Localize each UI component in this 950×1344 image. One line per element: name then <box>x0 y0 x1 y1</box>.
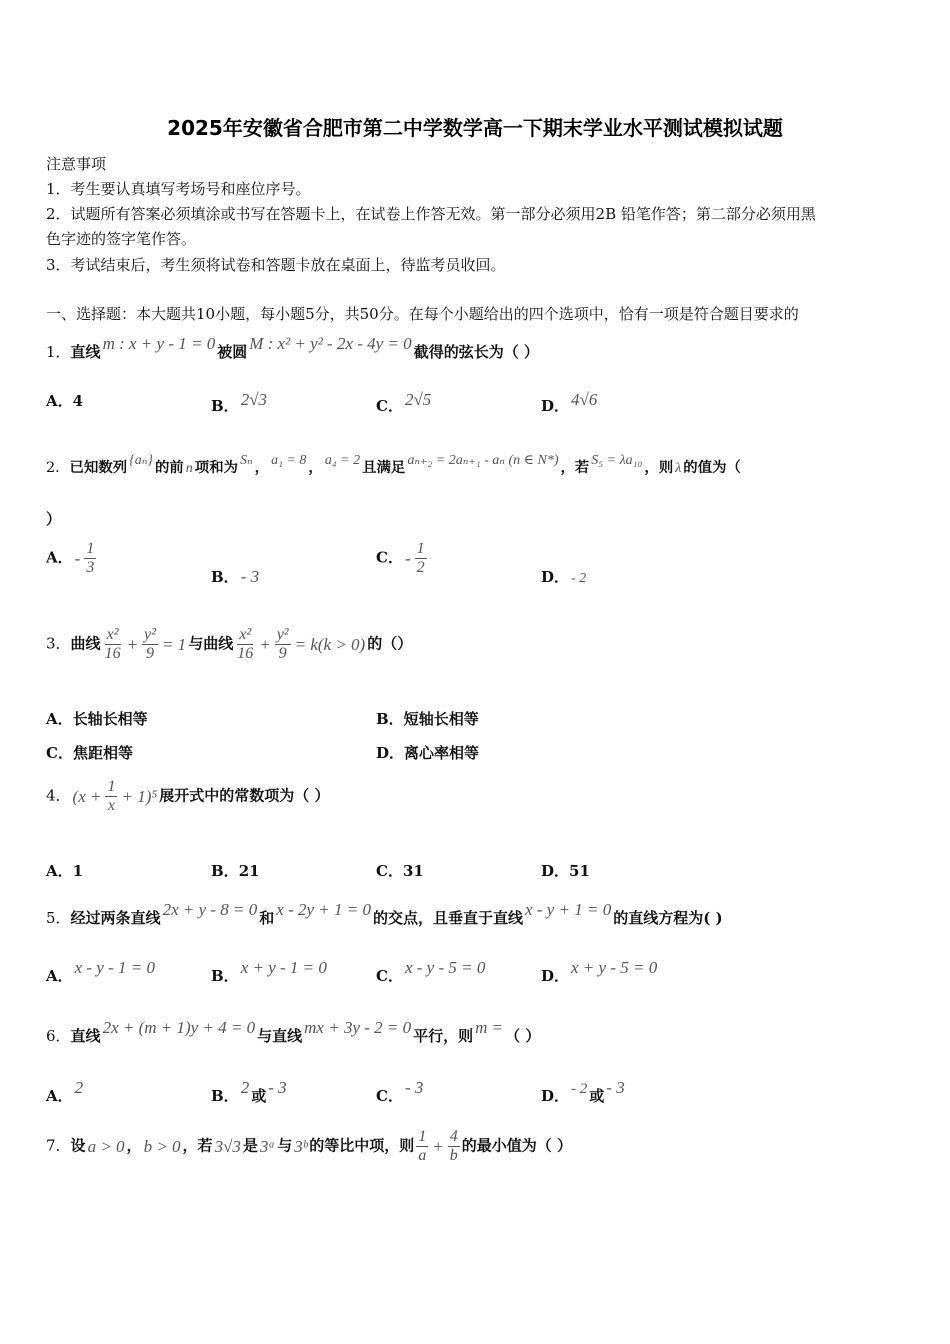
q7-text: 的最小值为（ ） <box>461 1136 573 1155</box>
option-label: B． <box>211 1087 239 1105</box>
option-label: C． <box>376 397 403 415</box>
question-7 <box>46 1128 572 1165</box>
question-4 <box>46 778 330 815</box>
q4-expr: + 1)⁵ <box>121 786 158 806</box>
notice-item-3: 3．考试结束后，考生须将试卷和答题卡放在桌面上，待监考员收回。 <box>46 256 506 274</box>
notice-item-1: 1．考生要认真填写考场号和座位序号。 <box>46 180 311 198</box>
option-value: 2√5 <box>404 390 432 409</box>
plus-sign: + <box>259 634 271 654</box>
notice-item-2: 2．试题所有答案必须填涂或书写在答题卡上，在试卷上作答无效。第一部分必须用2B 铅笔作答；第二部分必须用黑 <box>46 205 816 223</box>
option-label: B． <box>211 397 239 415</box>
option-value: x - y - 1 = 0 <box>74 958 156 977</box>
option-value: - 3 <box>268 1078 287 1097</box>
question-number: 4． <box>46 786 71 805</box>
question-5 <box>46 900 723 928</box>
q2-recurrence: aₙ₊₂ = 2aₙ₊₁ - aₙ (n ∈ N*) <box>407 453 559 468</box>
fraction-denominator: 9 <box>278 645 287 662</box>
question-number: 6． <box>46 1027 71 1045</box>
option-value: 2 <box>74 1078 84 1097</box>
question-number: 7． <box>46 1136 71 1155</box>
notice-item-2-cont: 色字迹的签字笔作答。 <box>46 230 197 248</box>
q3-eq: = k(k > 0) <box>294 634 366 654</box>
q3-text: 与曲线 <box>188 634 234 653</box>
q1-text: 被圆 <box>217 343 248 361</box>
fraction-denominator: 2 <box>416 559 425 576</box>
option-value: 4√6 <box>571 390 598 409</box>
q2-text: 已知数列 <box>69 459 128 476</box>
q5-option-d[interactable] <box>541 958 659 986</box>
fraction-numerator: y² <box>276 626 289 643</box>
fraction <box>235 626 255 663</box>
q2-text: 的值为（ <box>683 459 741 476</box>
fraction-denominator: 9 <box>146 645 154 662</box>
option-label: B． <box>211 967 239 985</box>
option-value: 2 <box>240 1078 250 1097</box>
q3-option-b[interactable] <box>376 708 479 729</box>
option-label: D． <box>541 568 570 586</box>
fraction-denominator: 3 <box>86 559 95 576</box>
question-number: 1． <box>46 343 71 361</box>
q1-option-d[interactable] <box>541 390 599 416</box>
fraction <box>103 626 123 663</box>
option-value: 51 <box>569 862 590 880</box>
fraction-numerator: 4 <box>449 1128 458 1145</box>
option-sign: - <box>74 548 81 568</box>
q1-option-c[interactable] <box>376 390 433 416</box>
option-label: D． <box>541 967 570 985</box>
option-label: A． <box>46 862 73 880</box>
fraction <box>105 778 117 815</box>
q4-expr: (x + <box>72 786 102 806</box>
fraction-denominator: 16 <box>237 645 254 662</box>
q7-b: b > 0 <box>143 1136 181 1156</box>
fraction-numerator: 1 <box>416 540 425 557</box>
option-label: A． <box>46 392 73 410</box>
option-value: 1 <box>72 862 84 880</box>
q2-a4: a₄ = 2 <box>324 453 361 468</box>
fraction <box>416 1128 428 1165</box>
q1-text: 截得的弦长为（ ） <box>413 343 539 361</box>
option-or: 或 <box>589 1087 605 1105</box>
option-fraction <box>415 540 427 577</box>
q1-option-a[interactable] <box>46 390 83 411</box>
option-value: 短轴长相等 <box>403 710 479 728</box>
q5-option-c[interactable] <box>376 958 487 986</box>
option-label: D． <box>541 862 570 880</box>
plus-sign: + <box>126 634 139 654</box>
q5-text: 的交点，且垂直于直线 <box>372 909 523 927</box>
option-value: 长轴长相等 <box>72 710 148 728</box>
page-title: 2025年安徽省合肥市第二中学数学高一下期末学业水平测试模拟试题 <box>167 116 783 140</box>
option-value: x + y - 5 = 0 <box>571 958 658 977</box>
q3-option-c[interactable] <box>46 742 133 763</box>
q2-sep: ， <box>308 459 323 476</box>
fraction-denominator: x <box>107 797 116 814</box>
option-value: x - y - 5 = 0 <box>404 958 486 977</box>
q5-line3: x - y + 1 = 0 <box>525 900 612 919</box>
option-label: D． <box>541 397 570 415</box>
fraction <box>448 1128 460 1165</box>
q5-option-a[interactable] <box>46 958 157 986</box>
q6-option-d[interactable] <box>541 1078 627 1106</box>
q1-text: 直线 <box>70 343 101 361</box>
q1-line-eq: m : x + y - 1 = 0 <box>102 334 216 353</box>
option-value: - 3 <box>240 567 260 586</box>
question-1 <box>46 334 539 362</box>
option-label: D． <box>541 1087 570 1105</box>
q4-option-c[interactable] <box>376 860 424 881</box>
q6-line2: mx + 3y - 2 = 0 <box>304 1018 412 1037</box>
q7-text: 与 <box>277 1136 293 1155</box>
fraction-numerator: 1 <box>107 778 116 795</box>
fraction-numerator: x² <box>106 626 119 643</box>
q6-option-a[interactable] <box>46 1078 85 1106</box>
option-label: C． <box>376 862 403 880</box>
question-number: 2． <box>46 460 70 476</box>
q6-option-c[interactable] <box>376 1078 425 1106</box>
q2-sn: Sₙ <box>239 453 253 468</box>
q3-option-a[interactable] <box>46 708 148 729</box>
q2-sep: ， <box>254 459 270 476</box>
option-label: B． <box>211 568 239 586</box>
q7-text: 设 <box>70 1136 86 1155</box>
option-label: C． <box>376 967 403 985</box>
q2-text: 的前 <box>155 459 184 476</box>
q3-eq: = 1 <box>161 634 187 654</box>
option-value: 21 <box>238 862 260 880</box>
section-heading: 一、选择题：本大题共10小题，每小题5分，共50分。在每个小题给出的四个选项中，恰有一项是符合题目要求的 <box>46 305 799 323</box>
q4-option-b[interactable] <box>211 860 260 881</box>
option-value: - 2 <box>571 571 587 586</box>
q2-text: ，若 <box>560 459 590 476</box>
q2-close-paren: ） <box>46 510 62 528</box>
option-or: 或 <box>251 1087 267 1105</box>
option-value: - 2 <box>571 1081 588 1097</box>
option-label: D． <box>376 744 405 762</box>
option-value: x + y - 1 = 0 <box>240 958 327 977</box>
q2-text: ，则 <box>644 459 674 476</box>
q2-text: 且满足 <box>362 459 406 476</box>
fraction <box>275 626 291 663</box>
fraction-numerator: 1 <box>418 1128 427 1145</box>
q2-s5: S₅ = λa₁₀ <box>591 453 643 468</box>
question-6 <box>46 1018 540 1046</box>
q5-line2: x - 2y + 1 = 0 <box>276 900 371 919</box>
option-value: 焦距相等 <box>72 744 133 762</box>
q6-text: 平行，则 <box>413 1027 474 1045</box>
q1-option-b[interactable] <box>211 390 269 416</box>
fraction-numerator: y² <box>144 626 156 643</box>
fraction-denominator: b <box>449 1147 458 1164</box>
q6-text: （ ） <box>505 1027 541 1045</box>
q2-n: n <box>185 461 193 476</box>
q3-option-d[interactable] <box>376 742 479 763</box>
q6-line1: 2x + (m + 1)y + 4 = 0 <box>102 1018 256 1037</box>
question-2 <box>46 452 741 477</box>
option-label: A． <box>46 967 73 985</box>
q6-option-b[interactable] <box>211 1078 289 1106</box>
question-number: 5． <box>46 909 71 927</box>
q7-3a: 3ᵃ <box>259 1136 276 1156</box>
option-value: - 3 <box>404 1078 424 1097</box>
q7-text: 是 <box>242 1136 258 1155</box>
q6-m: m = <box>475 1018 504 1037</box>
q7-a: a > 0 <box>87 1136 125 1156</box>
option-value: 31 <box>402 862 424 880</box>
option-value: 4 <box>72 392 84 410</box>
q4-text: 展开式中的常数项为（ ） <box>159 786 330 805</box>
q5-text: 和 <box>259 909 275 927</box>
q2-seq: {aₙ} <box>129 453 153 468</box>
q7-text: 的等比中项，则 <box>309 1136 415 1155</box>
q6-text: 直线 <box>70 1027 101 1045</box>
q3-text: 的（） <box>367 634 413 653</box>
fraction-denominator: a <box>418 1147 427 1164</box>
fraction <box>142 626 158 663</box>
notice-heading: 注意事项 <box>46 155 107 173</box>
option-label: A． <box>46 548 73 567</box>
question-3 <box>46 626 412 663</box>
q2-option-d[interactable] <box>541 566 588 587</box>
q6-text: 与直线 <box>257 1027 303 1045</box>
question-number: 3． <box>46 634 71 653</box>
q4-option-d[interactable] <box>541 860 590 881</box>
option-value: 离心率相等 <box>404 744 480 762</box>
q2-text: 项和为 <box>194 459 238 476</box>
q2-option-c[interactable] <box>376 540 429 577</box>
option-value: 2√3 <box>240 390 268 409</box>
q7-mean: 3√3 <box>214 1136 241 1156</box>
option-fraction <box>84 540 96 577</box>
option-label: A． <box>46 710 73 728</box>
option-label: B． <box>211 862 239 880</box>
option-sign: - <box>404 548 411 568</box>
q1-circle-eq: M : x² + y² - 2x - 4y = 0 <box>249 334 412 353</box>
option-label: B． <box>376 710 404 728</box>
option-value: - 3 <box>606 1078 625 1097</box>
q7-sep: ， <box>126 1136 142 1155</box>
q2-a1: a₁ = 8 <box>271 453 307 468</box>
q3-text: 曲线 <box>70 634 101 653</box>
q2-option-a[interactable] <box>46 540 98 577</box>
option-label: C． <box>46 744 73 762</box>
q2-lambda: λ <box>675 461 682 476</box>
fraction-numerator: x² <box>239 626 252 643</box>
plus-sign: + <box>432 1136 444 1156</box>
q4-option-a[interactable] <box>46 860 83 881</box>
q7-text: ，若 <box>182 1136 213 1155</box>
fraction-denominator: 16 <box>104 645 121 662</box>
q5-line1: 2x + y - 8 = 0 <box>162 900 258 919</box>
option-label: C． <box>376 548 403 567</box>
option-label: C． <box>376 1087 403 1105</box>
q5-option-b[interactable] <box>211 958 329 986</box>
q5-text: 经过两条直线 <box>70 909 161 927</box>
q2-option-b[interactable] <box>211 566 261 587</box>
option-label: A． <box>46 1087 73 1105</box>
q5-text: 的直线方程为( ) <box>613 909 723 927</box>
q7-3b: 3ᵇ <box>294 1136 308 1156</box>
fraction-numerator: 1 <box>86 540 95 557</box>
